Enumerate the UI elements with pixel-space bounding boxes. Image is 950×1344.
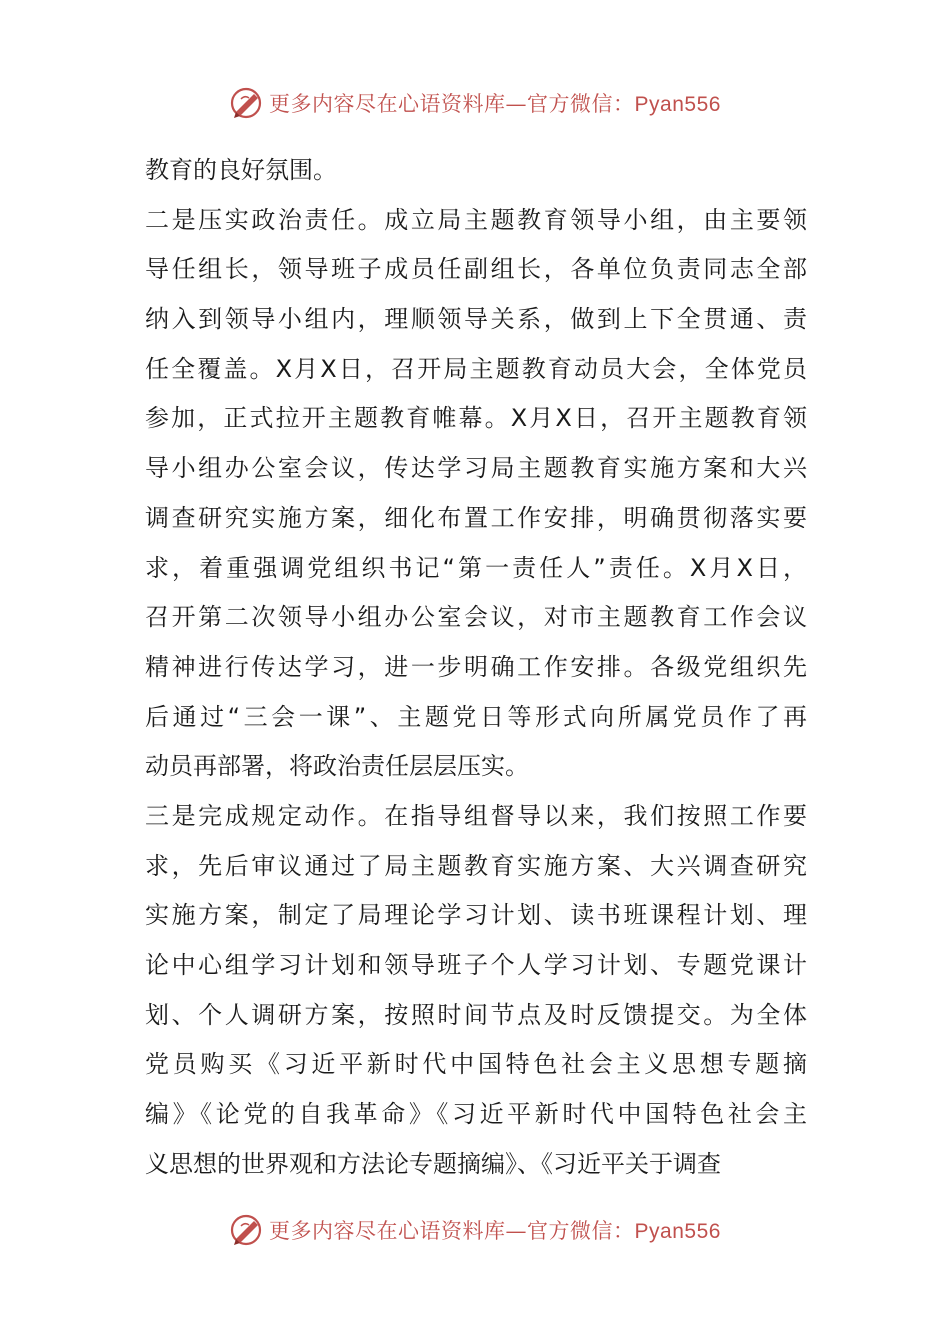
header-wechat-id: Pyan556 — [634, 93, 721, 116]
text-line: 三是完成规定动作。在指导组督导以来，我们按照工作要 — [145, 801, 807, 830]
footer-banner — [0, 1210, 950, 1250]
header-banner — [0, 83, 950, 123]
footer-banner-text — [269, 1215, 721, 1245]
text-line: 任全覆盖。X月X日，召开局主题教育动员大会，全体党员 — [145, 354, 807, 383]
pen-logo-icon — [229, 1212, 265, 1248]
text-line: 纳入到领导小组内，理顺领导关系，做到上下全贯通、责 — [145, 305, 807, 334]
text-line: 参加，正式拉开主题教育帷幕。X月X日，召开主题教育领 — [145, 404, 807, 433]
text-line: 调查研究实施方案，细化布置工作安排，明确贯彻落实要 — [145, 503, 807, 532]
text-line: 编》《论党的自我革命》《习近平新时代中国特色社会主 — [145, 1100, 807, 1129]
text-line: 召开第二次领导小组办公室会议，对市主题教育工作会议 — [145, 603, 807, 632]
text-line: 导任组长，领导班子成员任副组长，各单位负责同志全部 — [145, 255, 807, 284]
text-line: 论中心组学习计划和领导班子个人学习计划、专题党课计 — [145, 951, 807, 979]
text-line: 动员再部署，将政治责任层层压实。 — [145, 752, 529, 781]
footer-wechat-id: Pyan556 — [634, 1220, 721, 1243]
text-line: 求，先后审议通过了局主题教育实施方案、大兴调查研究 — [145, 851, 807, 880]
pen-logo-icon — [229, 85, 265, 121]
text-line: 后通过“三会一课”、主题党日等形式向所属党员作了再 — [145, 702, 807, 731]
text-line: 二是压实政治责任。成立局主题教育领导小组，由主要领 — [145, 205, 807, 234]
text-line: 教育的良好氛围。 — [145, 156, 337, 184]
text-line: 义思想的世界观和方法论专题摘编》、《习近平关于调查 — [145, 1149, 721, 1178]
text-line: 求，着重强调党组织书记“第一责任人”责任。X月X日， — [145, 553, 807, 582]
text-line: 实施方案，制定了局理论学习计划、读书班课程计划、理 — [145, 901, 807, 930]
footer-wechat-label: 官方微信： — [527, 1219, 635, 1243]
text-line: 党员购买《习近平新时代中国特色社会主义思想专题摘 — [145, 1050, 807, 1079]
document-body — [145, 146, 807, 1189]
footer-banner-slogan: 更多内容尽在心语资料库— — [269, 1219, 528, 1243]
header-banner-text — [269, 88, 721, 118]
text-line: 划、个人调研方案，按照时间节点及时反馈提交。为全体 — [145, 1000, 807, 1029]
text-line: 精神进行传达学习，进一步明确工作安排。各级党组织先 — [145, 652, 807, 681]
text-line: 导小组办公室会议，传达学习局主题教育实施方案和大兴 — [145, 454, 807, 483]
header-banner-slogan: 更多内容尽在心语资料库— — [269, 92, 528, 116]
header-wechat-label: 官方微信： — [527, 92, 635, 116]
